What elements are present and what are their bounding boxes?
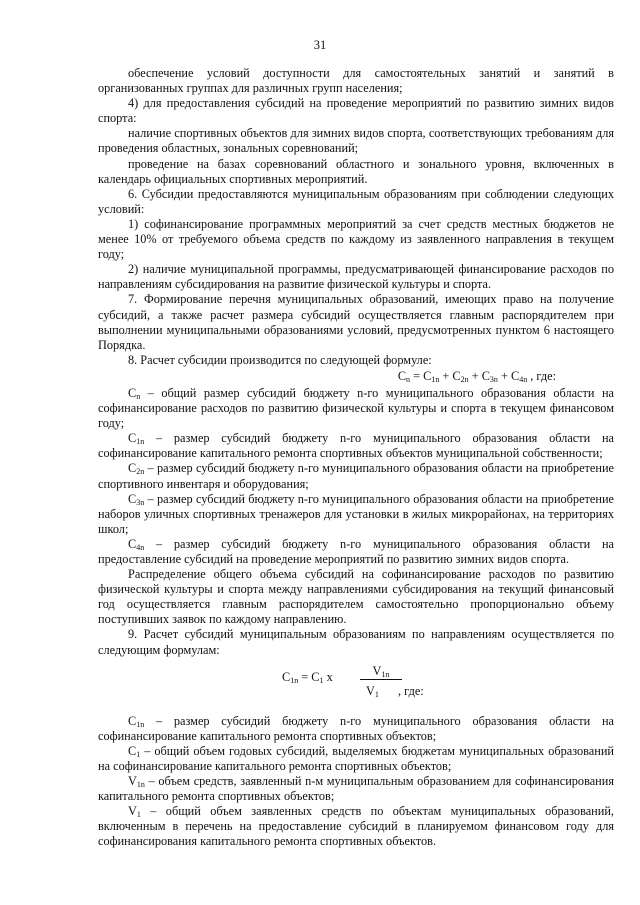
formula-lhs: $C_{1n} = C_1$ x	[282, 669, 333, 685]
page-number: 31	[313, 38, 327, 52]
paragraph: 1) софинансирование программных мероприятий за счет средств местных бюджетов не менее 10% от требуемого объема средств по каждому из заявленного направления в текущем году;	[98, 216, 614, 262]
formula-total: $C_n = C_{1n} + C_{2n} + C_{3n} + C_{4n}$ , где:	[397, 368, 556, 384]
paragraph: 4) для предоставления субсидий на проведение мероприятий по развитию зимних видов спорта:	[98, 96, 614, 126]
definition: $C_{4n}$ – размер субсидий бюджету n-го муниципального образования области на предоставление субсидий на проведение мероприятий по развитию зимних видов спорта.	[98, 536, 614, 566]
formula-direction	[98, 664, 614, 704]
fraction-denominator: $V_1$	[366, 683, 379, 699]
definition: $V_{1n}$ – объем средств, заявленный n-м муниципальным образованием для софинансирования капитального ремонта спортивных объектов;	[98, 774, 614, 804]
paragraph: 9. Расчет субсидий муниципальным образованиям по направлениям осуществляется по следующим формулам:	[98, 627, 614, 657]
paragraph: 7. Формирование перечня муниципальных образований, имеющих право на получение субсидий, а также расчет размера субсидий осуществляется главным распорядителем при выполнении муниципальными образованиями условий, предусмотренных пунктом 6 настоящего Порядка.	[98, 292, 614, 352]
definition: $C_n$ – общий размер субсидий бюджету n-го муниципального образования области на софинансирование расходов по развитию физической культуры и спорта в текущем финансовом году;	[98, 385, 614, 431]
definition: $V_1$ – общий объем заявленных средств по объектам муниципальных образований, включенным в перечень на предоставление субсидий в планируемом финансовом году для софинансирования капитального ремонта спортивных объектов.	[98, 804, 614, 849]
paragraph: Распределение общего объема субсидий на софинансирование расходов по развитию физической культуры и спорта между направлениями субсидирования на текущий финансовый год осуществляется главным распорядителем самостоятельно пропорционально объему поступивших заявок по каждому направлению.	[98, 567, 614, 627]
definition: $C_{1n}$ – размер субсидий бюджету n-го муниципального образования области на софинансирование капитального ремонта спортивных объектов муниципальной собственности;	[98, 431, 614, 461]
paragraph: 2) наличие муниципальной программы, предусматривающей финансирование расходов по направлениям субсидирования на развитие физической культуры и спорта.	[98, 262, 614, 292]
definition: $C_{2n}$ – размер субсидий бюджету n-го муниципального образования области на приобретение спортивного инвентаря и оборудования;	[98, 461, 614, 491]
definition: $C_{1n}$ – размер субсидий бюджету n-го муниципального образования области на софинансирование капитального ремонта спортивных объектов;	[98, 713, 614, 743]
paragraph: 6. Субсидии предоставляются муниципальным образованиям при соблюдении следующих условий:	[98, 186, 614, 216]
paragraph: 8. Расчет субсидии производится по следующей формуле:	[128, 352, 432, 367]
definition: $C_1$ – общий объем годовых субсидий, выделяемых бюджетам муниципальных образований на софинансирование капитального ремонта спортивных объектов;	[98, 743, 614, 773]
paragraph: проведение на базах соревнований областного и зонального уровня, включенных в календарь официальных спортивных мероприятий.	[98, 156, 614, 186]
fraction-numerator: $V_{1n}$	[360, 664, 402, 680]
formula-tail: , где:	[398, 683, 424, 698]
paragraph: обеспечение условий доступности для самостоятельных занятий и занятий в организованных группах для различных групп населения;	[98, 66, 614, 96]
paragraph: наличие спортивных объектов для зимних видов спорта, соответствующих требованиям для проведения областных, зональных соревнований;	[98, 126, 614, 156]
definition: $C_{3n}$ – размер субсидий бюджету n-го муниципального образования области на приобретение наборов уличных спортивных тренажеров для установки в жилых микрорайонах, на территориях школ;	[98, 491, 614, 536]
document-body	[98, 66, 614, 850]
